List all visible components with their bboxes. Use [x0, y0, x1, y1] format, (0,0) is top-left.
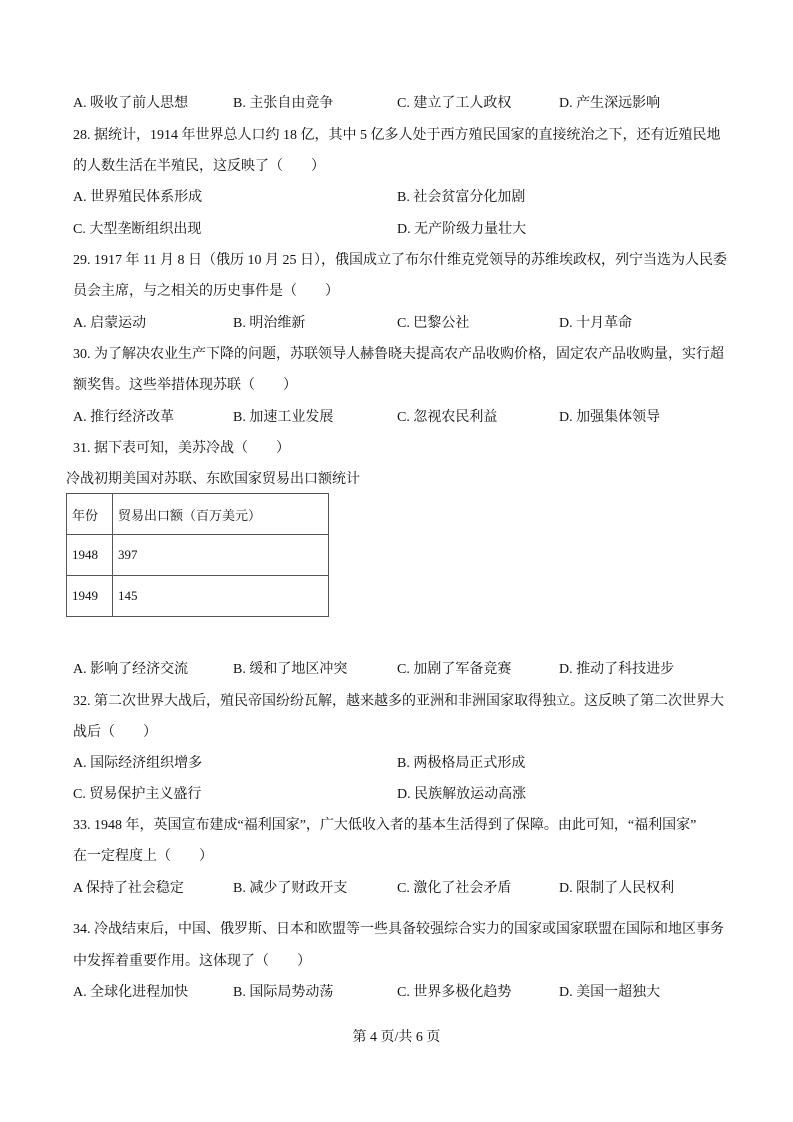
- cell-export: 397: [113, 535, 329, 576]
- option-d[interactable]: D. 十月革命: [559, 316, 633, 331]
- question-stem: 30. 为了解决农业生产下降的问题，苏联领导人赫鲁晓夫提高农产品收购价格，固定农产品收购量，实行超: [73, 347, 724, 362]
- page-footer: 第 4 页/共 6 页: [352, 1030, 441, 1045]
- option-a[interactable]: A. 吸收了前人思想: [73, 96, 189, 111]
- header-year: 年份: [67, 494, 113, 535]
- cell-year: 1949: [67, 576, 113, 617]
- option-d[interactable]: D. 民族解放运动高涨: [397, 787, 527, 802]
- cell-year: 1948: [67, 535, 113, 576]
- question-stem: 31. 据下表可知，美苏冷战（ ）: [73, 441, 290, 456]
- question-stem: 额奖售。这些举措体现苏联（ ）: [73, 378, 297, 393]
- question-stem: 员会主席，与之相关的历史事件是（ ）: [73, 284, 339, 299]
- option-d[interactable]: D. 限制了人民权利: [559, 881, 675, 896]
- option-d[interactable]: D. 推动了科技进步: [559, 662, 675, 677]
- option-b[interactable]: B. 主张自由竞争: [233, 96, 334, 111]
- question-stem: 战后（ ）: [73, 725, 157, 740]
- table-row: [67, 535, 329, 576]
- table-caption: 冷战初期美国对苏联、东欧国家贸易出口额统计: [66, 472, 360, 487]
- export-table: [66, 493, 329, 617]
- question-stem: 33. 1948 年，英国宣布建成“福利国家”，广大低收入者的基本生活得到了保障。由此可知，“福利国家”: [73, 818, 697, 833]
- option-c[interactable]: C. 加剧了军备竞赛: [397, 662, 512, 677]
- option-a[interactable]: A. 影响了经济交流: [73, 662, 189, 677]
- option-b[interactable]: B. 国际局势动荡: [233, 985, 334, 1000]
- option-a[interactable]: A 保持了社会稳定: [73, 881, 184, 896]
- option-d[interactable]: D. 美国一超独大: [559, 985, 661, 1000]
- option-b[interactable]: B. 社会贫富分化加剧: [397, 190, 526, 205]
- header-export: 贸易出口额（百万美元）: [113, 494, 329, 535]
- question-stem: 的人数生活在半殖民，这反映了（ ）: [73, 159, 325, 174]
- option-d[interactable]: D. 加强集体领导: [559, 410, 661, 425]
- option-a[interactable]: A. 国际经济组织增多: [73, 756, 203, 771]
- question-stem: 28. 据统计，1914 年世界总人口约 18 亿，其中 5 亿多人处于西方殖民国家的直接统治之下，还有近殖民地: [73, 128, 721, 143]
- option-c[interactable]: C. 建立了工人政权: [397, 96, 512, 111]
- option-c[interactable]: C. 忽视农民利益: [397, 410, 498, 425]
- option-b[interactable]: B. 明治维新: [233, 316, 306, 331]
- table-row: [67, 576, 329, 617]
- option-d[interactable]: D. 产生深远影响: [559, 96, 661, 111]
- option-c[interactable]: C. 世界多极化趋势: [397, 985, 512, 1000]
- option-c[interactable]: C. 贸易保护主义盛行: [73, 787, 202, 802]
- option-b[interactable]: B. 缓和了地区冲突: [233, 662, 348, 677]
- option-a[interactable]: A. 全球化进程加快: [73, 985, 189, 1000]
- question-stem: 29. 1917 年 11 月 8 日（俄历 10 月 25 日），俄国成立了布尔什维克党领导的苏维埃政权，列宁当选为人民委: [73, 253, 727, 268]
- question-stem: 32. 第二次世界大战后，殖民帝国纷纷瓦解，越来越多的亚洲和非洲国家取得独立。这反映了第二次世界大: [73, 694, 724, 709]
- question-stem: 在一定程度上（ ）: [73, 849, 213, 864]
- option-a[interactable]: A. 推行经济改革: [73, 410, 175, 425]
- option-b[interactable]: B. 减少了财政开支: [233, 881, 348, 896]
- option-b[interactable]: B. 两极格局正式形成: [397, 756, 526, 771]
- table-header-row: [67, 494, 329, 535]
- question-stem: 中发挥着重要作用。这体现了（ ）: [73, 954, 311, 969]
- cell-export: 145: [113, 576, 329, 617]
- option-a[interactable]: A. 启蒙运动: [73, 316, 147, 331]
- option-c[interactable]: C. 大型垄断组织出现: [73, 222, 202, 237]
- option-a[interactable]: A. 世界殖民体系形成: [73, 190, 203, 205]
- option-c[interactable]: C. 激化了社会矛盾: [397, 881, 512, 896]
- option-b[interactable]: B. 加速工业发展: [233, 410, 334, 425]
- option-c[interactable]: C. 巴黎公社: [397, 316, 470, 331]
- option-d[interactable]: D. 无产阶级力量壮大: [397, 222, 527, 237]
- question-stem: 34. 冷战结束后，中国、俄罗斯、日本和欧盟等一些具备较强综合实力的国家或国家联盟在国际和地区事务: [73, 922, 724, 937]
